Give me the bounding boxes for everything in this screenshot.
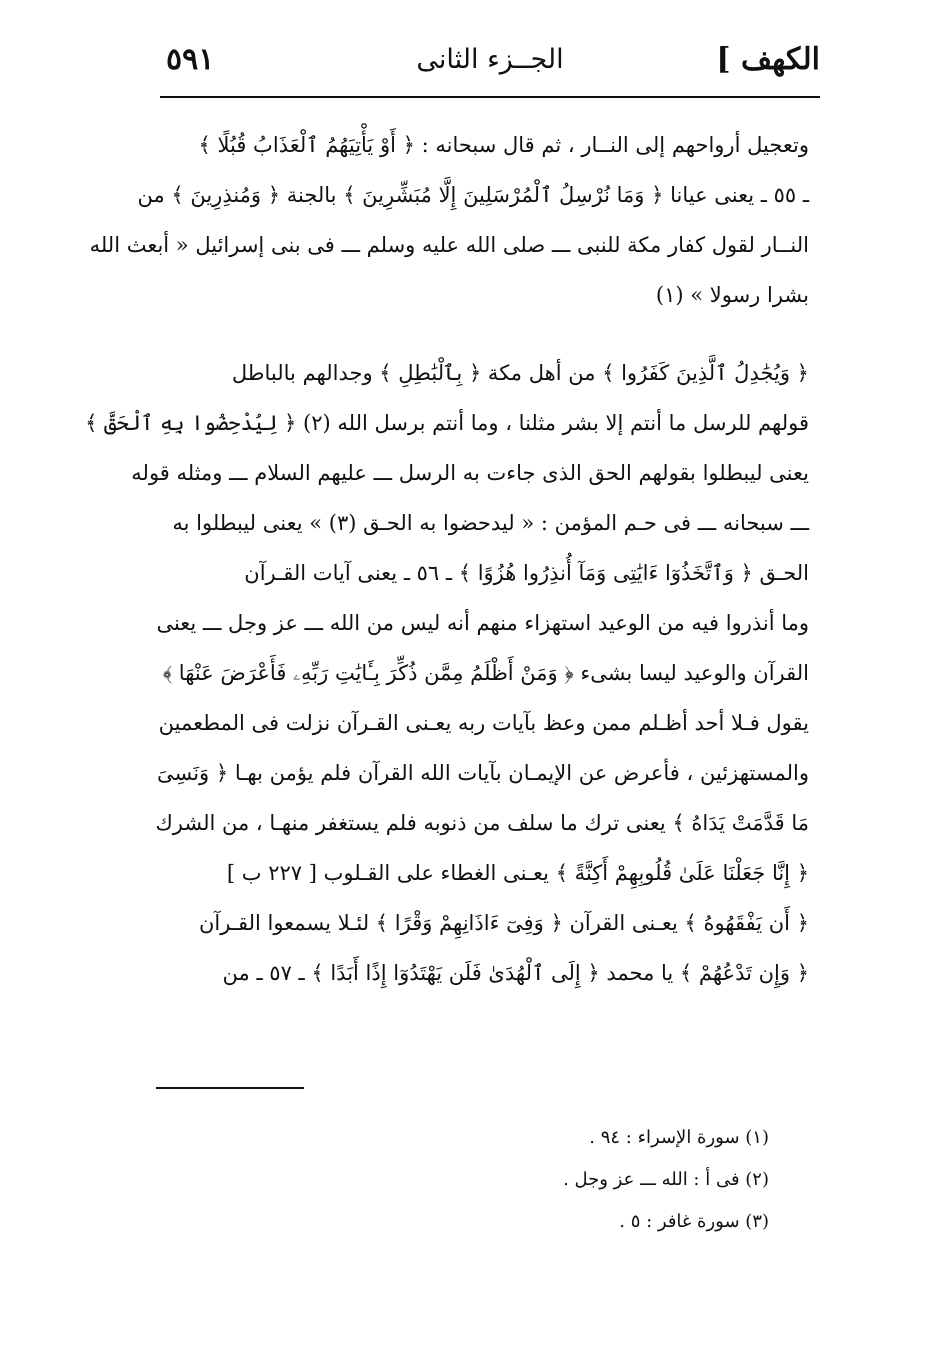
paragraph-2 (85, 348, 809, 998)
text-line: قولهم للرسل ما أنتم إلا بشر مثلنا ، وما أنتم برسل الله (٢) ﴿ لِيُدْحِضُوا بِهِ ٱلْحَقَّ ﴾ (85, 411, 809, 435)
text-line: ﴿ إِنَّا جَعَلْنَا عَلَىٰ قُلُوبِهِمْ أَكِنَّةً ﴾ يعـنى الغطاء على القـلوب [ ٢٢٧ ب ] (226, 861, 809, 885)
footnote-separator (156, 1087, 304, 1089)
text-line: ـ ٥٥ ـ يعنى عيانا ﴿ وَمَا نُرْسِلُ ٱلْمُرْسَلِينَ إِلَّا مُبَشِّرِينَ ﴾ بالجنة ﴿ وَمُنذِرِينَ ﴾ من (137, 183, 809, 207)
footnote-3: (٣) سورة غافر : ٥ . (619, 1211, 769, 1232)
text-line: ﴿ وَيُجَٰدِلُ ٱلَّذِينَ كَفَرُوا ﴾ من أهل مكة ﴿ بِٱلْبَٰطِلِ ﴾ وجدالهم بالباطل (231, 361, 809, 385)
footnote-1: (١) سورة الإسراء : ٩٤ . (589, 1127, 769, 1148)
text-line: ﴿ وَإِن تَدْعُهُمْ ﴾ يا محمد ﴿ إِلَى ٱلْهُدَىٰ فَلَن يَهْتَدُوٓا إِذًا أَبَدًا ﴾ ـ ٥٧ ـ من (222, 961, 809, 985)
text-line: مَا قَدَّمَتْ يَدَاهُ ﴾ يعنى ترك ما سلف من ذنوبه فلم يستغفر منهـا ، من الشرك (155, 811, 809, 835)
part-title: الجــزء الثانى (416, 44, 564, 75)
page-number: ٥٩١ (166, 42, 215, 77)
text-line: بشرا رسولا » (١) (655, 283, 809, 307)
text-line: وتعجيل أرواحهم إلى النــار ، ثم قال سبحانه : ﴿ أَوْ يَأْتِيَهُمُ ٱلْعَذَابُ قُبُلًا ﴾ (198, 133, 809, 157)
surah-title: الكهف ] (716, 42, 820, 77)
text-line: يقول فـلا أحد أظـلم ممن وعظ بآيات ربه يعـنى القـرآن نزلت فى المطعمين (158, 711, 809, 735)
text-line: يعنى ليبطلوا بقولهم الحق الذى جاءت به الرسل ـــ عليهم السلام ـــ ومثله قوله (131, 461, 809, 485)
text-line: ﴿ أَن يَفْقَهُوهُ ﴾ يعـنى القرآن ﴿ وَفِىٓ ءَاذَانِهِمْ وَقْرًا ﴾ لئـلا يسمعوا القـرآن (198, 911, 809, 935)
text-line: وما أنذروا فيه من الوعيد استهزاء منهم أنه ليس من الله ـــ عز وجل ـــ يعنى (156, 611, 809, 635)
text-line: القرآن والوعيد ليسا بشىء ﴿ وَمَنْ أَظْلَمُ مِمَّن ذُكِّرَ بِـَٔايَٰتِ رَبِّهِۦ فَأَعْرَضَ عَنْهَا ﴾ (162, 661, 809, 685)
text-line: والمستهزئين ، فأعرض عن الإيمـان بآيات الله القرآن فلم يؤمن بهـا ﴿ وَنَسِىَ (156, 761, 809, 785)
footnote-2: (٢) فى أ : الله ـــ عز وجل . (563, 1169, 769, 1190)
footnotes (449, 1117, 769, 1243)
page-header (160, 38, 820, 98)
text-line: الحـق ﴿ وَٱتَّخَذُوٓا ءَايَٰتِى وَمَآ أُنذِرُوا هُزُوًا ﴾ ـ ٥٦ ـ يعنى آيات القـرآن (244, 561, 809, 585)
paragraph-1 (89, 120, 809, 320)
text-line: النــار لقول كفار مكة للنبى ـــ صلى الله عليه وسلم ـــ فى بنى إسرائيل « أبعث الله (89, 233, 809, 257)
text-line: ـــ سبحانه ـــ فى حـم المؤمن : « ليدحضوا به الحـق (٣) » يعنى ليبطلوا به (172, 511, 809, 535)
